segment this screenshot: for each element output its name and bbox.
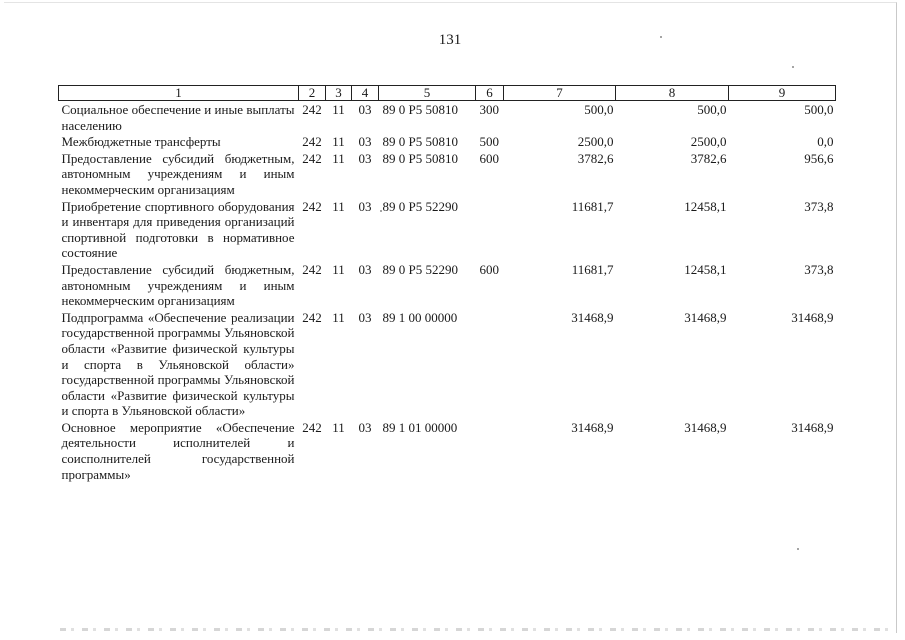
- row-code-6: 500: [479, 134, 499, 150]
- table-row: [59, 309, 836, 419]
- budget-table: [58, 85, 836, 482]
- row-value-9: 373,8: [804, 198, 834, 214]
- row-code-4: 03: [358, 309, 372, 325]
- scan-speck: [660, 36, 662, 38]
- column-header: 3: [326, 86, 352, 101]
- row-code-2: 242: [302, 134, 322, 150]
- column-header: 5: [379, 86, 476, 101]
- row-name: Приобретение спортивного оборудования и инвентаря для приведения организаций спортивной подготовки в нормативное состояние: [61, 198, 295, 261]
- row-code-2: 242: [302, 150, 322, 166]
- column-header: 9: [729, 86, 836, 101]
- row-code-6: [476, 419, 504, 482]
- table-header-row: [59, 86, 836, 101]
- row-name: Предоставление субсидий бюджетным, автономным учреждениям и иным некоммерческим организациям: [61, 150, 295, 197]
- row-code-4: 03: [358, 419, 372, 435]
- row-value-8: 3782,6: [690, 150, 727, 166]
- row-value-7: 11681,7: [571, 198, 614, 214]
- page-number: 131: [438, 32, 462, 48]
- row-code-6: 300: [479, 102, 499, 117]
- row-name: Межбюджетные трансферты: [61, 134, 221, 150]
- row-name: Основное мероприятие «Обеспечение деятельности исполнителей и соисполнителей государственной программы»: [61, 419, 295, 482]
- table-row: [59, 133, 836, 150]
- row-code-3: 11: [332, 102, 345, 117]
- row-code-5: 89 0 P5 50810: [382, 134, 458, 150]
- table-row: [59, 101, 836, 134]
- row-value-7: 31468,9: [571, 419, 614, 435]
- row-code-4: 03: [358, 134, 372, 150]
- row-value-9: 31468,9: [791, 309, 834, 325]
- scan-speck: [380, 210, 382, 212]
- column-header: 7: [504, 86, 616, 101]
- row-code-3: 11: [332, 261, 345, 277]
- row-code-3: 11: [332, 198, 345, 214]
- scan-edge-noise: [60, 628, 895, 631]
- row-value-8: 2500,0: [690, 134, 727, 150]
- column-header: 2: [299, 86, 326, 101]
- row-value-7: 11681,7: [571, 261, 614, 277]
- row-code-5: 89 1 01 00000: [382, 419, 458, 435]
- row-code-2: 242: [302, 261, 322, 277]
- row-code-6: 600: [479, 150, 499, 166]
- row-code-5: 89 0 P5 50810: [382, 102, 458, 117]
- row-value-9: 0,0: [817, 134, 834, 150]
- column-header: 8: [616, 86, 729, 101]
- row-value-9: 500,0: [804, 102, 834, 117]
- scan-speck: [797, 548, 799, 550]
- row-value-8: 12458,1: [684, 261, 727, 277]
- row-code-5: 89 0 P5 52290: [382, 198, 458, 214]
- row-value-9: 956,6: [804, 150, 834, 166]
- row-name: Социальное обеспечение и иные выплаты населению: [61, 102, 295, 133]
- row-code-4: 03: [358, 198, 372, 214]
- row-code-6: [476, 198, 504, 261]
- row-value-8: 500,0: [697, 102, 727, 117]
- column-header: 6: [476, 86, 504, 101]
- row-value-8: 31468,9: [684, 309, 727, 325]
- row-code-2: 242: [302, 102, 322, 117]
- table-row: [59, 150, 836, 198]
- row-code-3: 11: [332, 150, 345, 166]
- row-name: Подпрограмма «Обеспечение реализации государственной программы Ульяновской области «Развитие физической культуры и спорта в Ульяновской области» государственной программы Ульяновской области «Развитие физической культуры и спорта в Ульяновской области»: [61, 309, 295, 419]
- row-code-3: 11: [332, 134, 345, 150]
- table-row: [59, 419, 836, 482]
- row-code-5: 89 0 P5 52290: [382, 261, 458, 277]
- row-code-4: 03: [358, 102, 372, 117]
- table-row: [59, 198, 836, 261]
- table-row: [59, 261, 836, 309]
- column-header: 4: [352, 86, 379, 101]
- row-name: Предоставление субсидий бюджетным, автономным учреждениям и иным некоммерческим организациям: [61, 261, 295, 309]
- row-code-6: [476, 309, 504, 419]
- row-value-7: 3782,6: [577, 150, 614, 166]
- row-code-3: 11: [332, 309, 345, 325]
- row-code-4: 03: [358, 150, 372, 166]
- row-value-9: 31468,9: [791, 419, 834, 435]
- row-value-7: 500,0: [584, 102, 614, 117]
- row-code-2: 242: [302, 309, 322, 325]
- row-value-7: 31468,9: [571, 309, 614, 325]
- column-header: 1: [59, 86, 299, 101]
- row-code-4: 03: [358, 261, 372, 277]
- row-value-8: 12458,1: [684, 198, 727, 214]
- row-value-7: 2500,0: [577, 134, 614, 150]
- row-code-2: 242: [302, 198, 322, 214]
- row-code-3: 11: [332, 419, 345, 435]
- row-code-2: 242: [302, 419, 322, 435]
- row-value-9: 373,8: [804, 261, 834, 277]
- row-code-5: 89 0 P5 50810: [382, 150, 458, 166]
- scan-speck: [792, 66, 794, 68]
- row-value-8: 31468,9: [684, 419, 727, 435]
- row-code-6: 600: [479, 261, 499, 277]
- row-code-5: 89 1 00 00000: [382, 309, 458, 325]
